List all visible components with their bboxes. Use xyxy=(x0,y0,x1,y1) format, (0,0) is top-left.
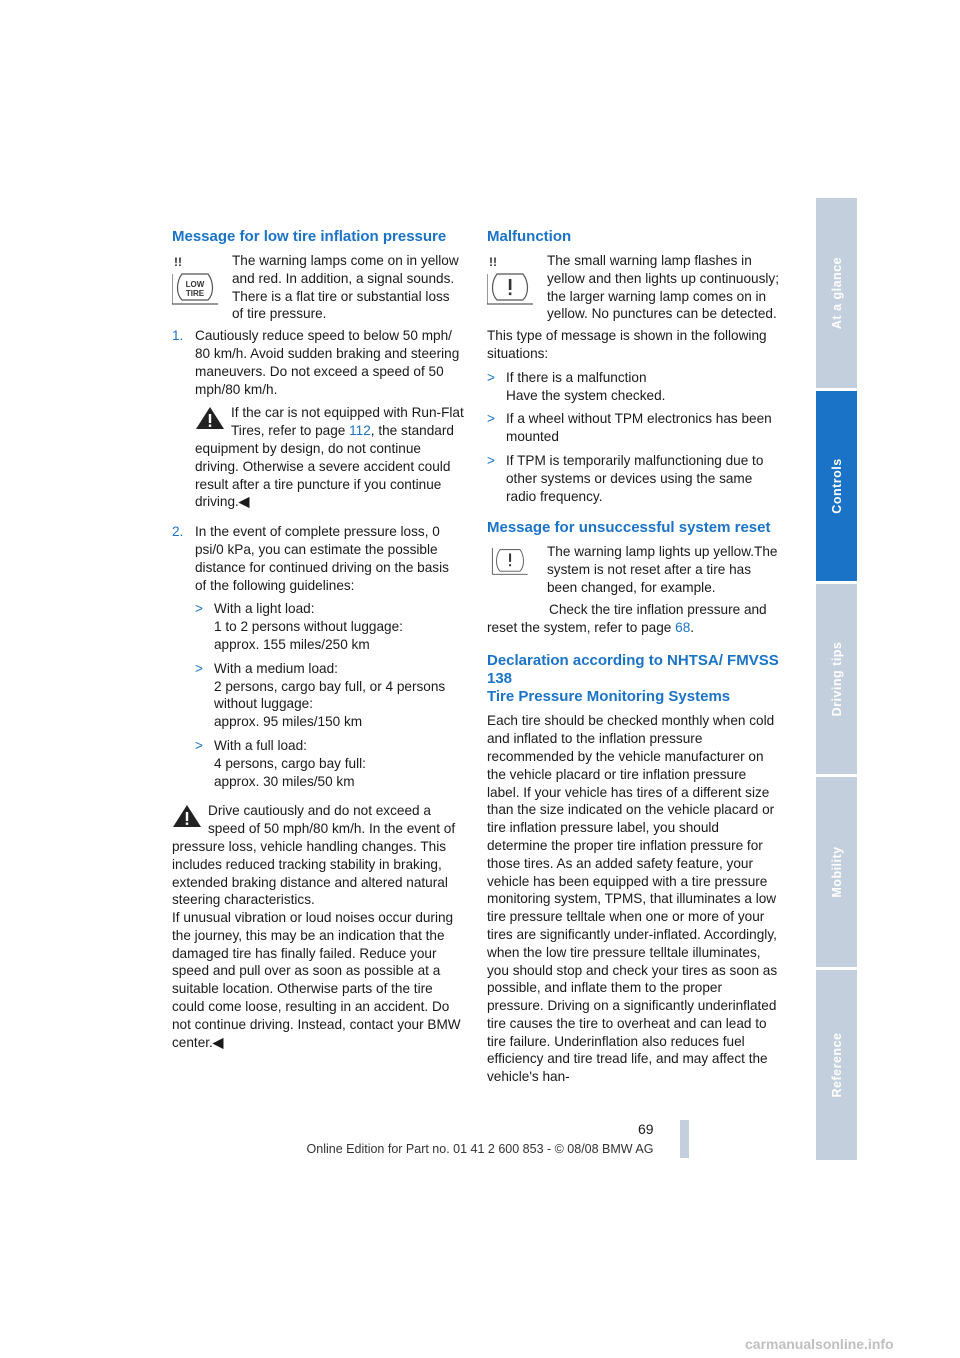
reset-check xyxy=(487,601,779,637)
end-mark: ◀ xyxy=(212,1034,224,1050)
tab-reference[interactable] xyxy=(816,970,857,1160)
heading-malfunction: Malfunction xyxy=(487,228,572,245)
driving-warning-text-b: If unusual vibration or loud noises occur during the journey, this may be an indication that the damaged tire has finally failed. Reduce your speed and pull over as soon as possible at a suitable location. Otherwise parts of the tire could come loose, resulting in an accident. Do not continue driving. Instead, contact your BMW center. xyxy=(172,910,461,1050)
driving-warning xyxy=(172,802,464,1051)
declaration-text: Each tire should be checked monthly when cold and inflated to the inflation pressure recommended by the vehicle manufacturer on the vehicle placard or tire inflation pressure label. If your vehicle has tires of a different size than the size indicated on the vehicle placard or tire inflation pressure label, you should determine the proper tire inflation pressure for those tires. As an added safety feature, your vehicle has been equipped with a tire pressure monitoring system, TPMS, that illuminates a low tire pressure telltale when one or more of your tires are significantly under-inflated. Accordingly, when the low tire pressure telltale illuminates, you should stop and check your tires as soon as possible, and inflate them to the proper pressure. Driving on a significantly underinflated tire causes the tire to overheat and can lead to tire failure. Underinflation also reduces fuel efficiency and tire tread life, and may affect the vehicle's han- xyxy=(487,713,778,1085)
step-2 xyxy=(172,523,464,796)
tab-label: Controls xyxy=(829,458,844,514)
driving-warning-text-a: Drive cautiously and do not exceed a speed of 50 mph/80 km/h. In the event of pressure loss, vehicle handling changes. This includes reduced tracking stability in braking, extended braking distance and altered natural steering characteristics. xyxy=(172,803,456,908)
bullet-mark: > xyxy=(487,452,495,468)
list-item xyxy=(487,369,779,405)
tab-label: At a glance xyxy=(829,256,844,330)
bullet-mark: > xyxy=(487,411,495,427)
page-link-68[interactable]: 68 xyxy=(675,619,691,635)
step-1 xyxy=(172,327,464,517)
reset-check-text-b: . xyxy=(690,619,695,635)
runflat-warning xyxy=(195,404,464,511)
bullet-mark: > xyxy=(195,660,203,676)
situation-text: If there is a malfunction xyxy=(506,369,647,385)
tab-controls[interactable] xyxy=(816,391,857,581)
bullet-mark: > xyxy=(195,601,203,617)
reset-description: The warning lamp lights up yellow.The system is not reset after a tire has been changed, for example. xyxy=(547,544,778,595)
low-tire-lamp-block xyxy=(172,252,464,323)
step-1-text: Cautiously reduce speed to below 50 mph/ 80 km/h. Avoid sudden braking and steering maneuvers. Do not exceed a speed of 50 mph/80 km/h. xyxy=(195,328,460,397)
watermark: carmanualsonline.info xyxy=(745,1336,894,1352)
runflat-warning-text-b: , the standard equipment by design, do not continue driving. Otherwise a severe accident could result after a tire puncture if you continue driving. xyxy=(195,423,454,510)
step-2-text: In the event of complete pressure loss, 0 psi/0 kPa, you can estimate the possible distance for continued driving on the basis of the following guidelines: xyxy=(195,524,449,593)
chapter-sidebar xyxy=(816,198,857,1160)
load-type: With a full load: xyxy=(214,737,307,753)
heading-reset: Message for unsuccessful system reset xyxy=(487,519,771,537)
step-number: 2. xyxy=(172,524,184,540)
list-item xyxy=(195,737,464,790)
warning-triangle-icon xyxy=(195,406,225,432)
situations-intro: This type of message is shown in the following situations: xyxy=(487,328,767,361)
heading-tpms: Tire Pressure Monitoring Systems xyxy=(487,688,731,706)
load-distance: approx. 30 miles/50 km xyxy=(214,773,355,789)
load-description: 1 to 2 persons without luggage: xyxy=(214,619,403,635)
svg-text:!!: !! xyxy=(174,255,182,269)
bullet-mark: > xyxy=(195,737,203,753)
end-mark: ◀ xyxy=(238,494,250,510)
tab-at-a-glance[interactable] xyxy=(816,198,857,388)
list-item xyxy=(487,452,779,505)
malfunction-lamp-block xyxy=(487,252,779,323)
list-item xyxy=(195,660,464,731)
right-column xyxy=(487,228,779,1092)
heading-low-tire: Message for low tire inflation pressure xyxy=(172,228,447,245)
tab-label: Mobility xyxy=(829,846,844,898)
load-type: With a medium load: xyxy=(214,660,338,676)
footer-edition: Online Edition for Part no. 01 41 2 600 853 - © 08/08 BMW AG xyxy=(306,1142,654,1156)
reset-warning-icon xyxy=(487,545,533,585)
heading-declaration: Declaration according to NHTSA/ FMVSS 138 xyxy=(487,652,779,688)
page-number: 69 xyxy=(638,1121,654,1137)
svg-text:!!: !! xyxy=(489,255,497,269)
reset-lamp-block xyxy=(487,543,779,596)
situation-text: If a wheel without TPM electronics has been mounted xyxy=(506,411,772,445)
lamp-label-low: LOW xyxy=(185,280,205,289)
low-tire-description: The warning lamps come on in yellow and red. In addition, a signal sounds. There is a flat tire or substantial loss of tire pressure. xyxy=(232,253,459,322)
tab-driving-tips[interactable] xyxy=(816,584,857,774)
left-column xyxy=(172,228,464,1057)
step-number: 1. xyxy=(172,328,184,344)
reset-check-text-a: Check the tire inflation pressure and reset the system, refer to page xyxy=(487,601,767,635)
situation-action: Have the system checked. xyxy=(506,387,666,403)
load-type: With a light load: xyxy=(214,601,315,617)
tab-label: Reference xyxy=(829,1032,844,1098)
situation-text: If TPM is temporarily malfunctioning due to other systems or devices using the same radio frequency. xyxy=(506,452,764,504)
runflat-warning-text-a: If the car is not equipped with Run-Flat Tires, refer to page xyxy=(231,405,464,439)
tab-mobility[interactable] xyxy=(816,777,857,967)
bullet-mark: > xyxy=(487,369,495,385)
list-item xyxy=(487,410,779,446)
load-description: 4 persons, cargo bay full: xyxy=(214,755,366,771)
page-link-112[interactable]: 112 xyxy=(349,423,371,439)
malfunction-description: The small warning lamp flashes in yellow and then lights up continuously; the larger warning lamp comes on in yellow. No punctures can be detected. xyxy=(547,253,779,322)
tab-label: Driving tips xyxy=(829,641,844,717)
load-distance: approx. 155 miles/250 km xyxy=(214,636,370,652)
list-item xyxy=(195,600,464,653)
warning-triangle-icon xyxy=(172,804,202,830)
lamp-label-tire: TIRE xyxy=(185,289,205,298)
low-tire-warning-icon xyxy=(172,254,218,306)
load-description: 2 persons, cargo bay full, or 4 persons without luggage: xyxy=(214,678,446,712)
load-distance: approx. 95 miles/150 km xyxy=(214,714,363,730)
malfunction-warning-icon xyxy=(487,254,533,306)
